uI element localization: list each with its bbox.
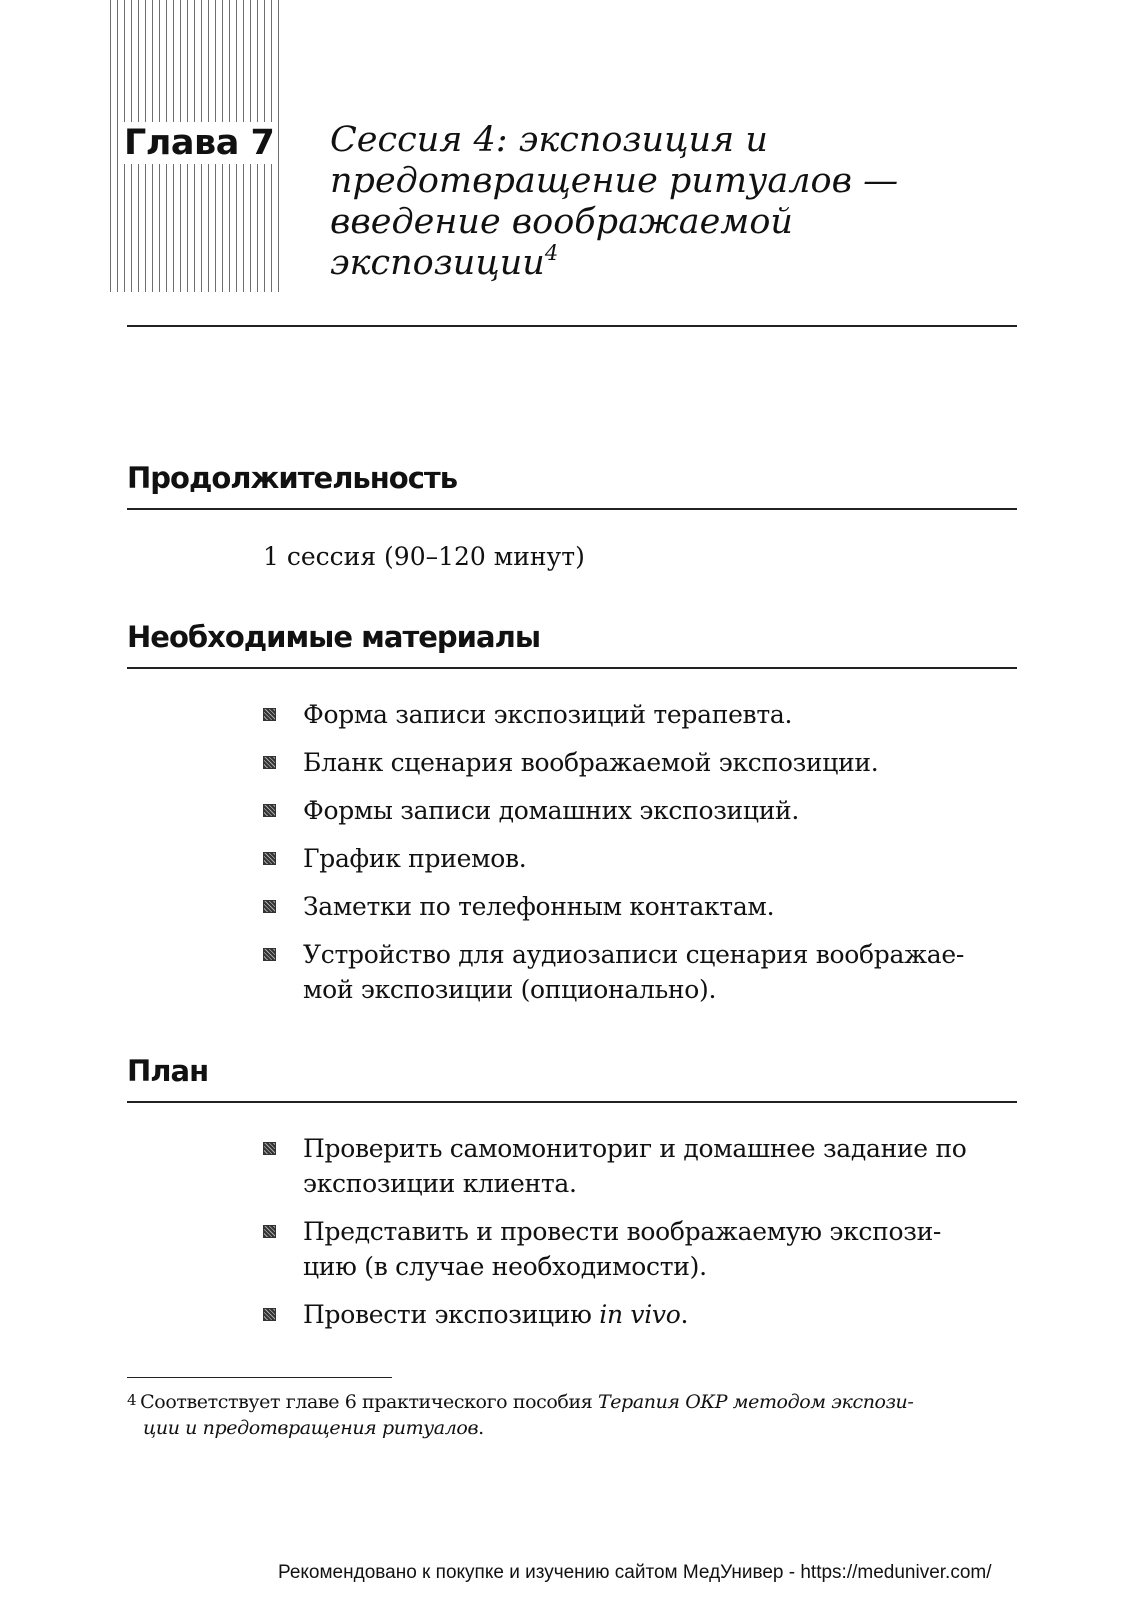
chapter-divider xyxy=(127,325,1017,327)
duration-text: 1 сессия (90–120 минут) xyxy=(263,542,585,571)
list-item xyxy=(263,1214,1020,1284)
chapter-title-line: введение воображаемой xyxy=(330,202,793,242)
list-item xyxy=(263,1297,1020,1332)
square-bullet-icon xyxy=(263,1142,276,1155)
materials-heading: Необходимые материалы xyxy=(127,620,541,654)
chapter-title-line: экспозиции xyxy=(330,243,545,283)
square-bullet-icon xyxy=(263,1225,276,1238)
list-item-text: График приемов. xyxy=(303,844,527,873)
list-item xyxy=(263,937,1020,1007)
plan-divider xyxy=(127,1101,1017,1103)
list-item-text-line: Представить и провести воображаемую экспози- xyxy=(303,1217,942,1246)
watermark-text: Рекомендовано к покупке и изучению сайтом МедУнивер - https://meduniver.com/ xyxy=(278,1562,992,1583)
list-item-text: Форма записи экспозиций терапевта. xyxy=(303,700,793,729)
chapter-title-line: предотвращение ритуалов — xyxy=(330,161,899,201)
list-item xyxy=(263,793,1020,828)
footnote-divider xyxy=(127,1377,392,1378)
chapter-title-line: Сессия 4: экспозиция и xyxy=(330,120,768,160)
materials-divider xyxy=(127,667,1017,669)
square-bullet-icon xyxy=(263,1308,276,1321)
square-bullet-icon xyxy=(263,756,276,769)
list-item xyxy=(263,697,1020,732)
list-item-text: Заметки по телефонным контактам. xyxy=(303,892,775,921)
list-item-text-line: мой экспозиции (опционально). xyxy=(303,975,717,1004)
footnote-text: Соответствует главе 6 практического пособия xyxy=(140,1391,598,1413)
chapter-title xyxy=(330,120,1030,284)
list-item xyxy=(263,841,1020,876)
list-item-text: Формы записи домашних экспозиций. xyxy=(303,796,800,825)
materials-list xyxy=(263,697,1020,1020)
chapter-title-line-last xyxy=(330,243,1030,284)
list-item-text: Бланк сценария воображаемой экспозиции. xyxy=(303,748,879,777)
list-item-text-italic: in vivo xyxy=(599,1300,681,1329)
duration-heading: Продолжительность xyxy=(127,461,458,495)
list-item-text-line: экспозиции клиента. xyxy=(303,1169,577,1198)
footnote xyxy=(127,1387,1017,1441)
list-item xyxy=(263,1131,1020,1201)
list-item-text: Провести экспозицию xyxy=(303,1300,600,1329)
list-item-text-line: цию (в случае необходимости). xyxy=(303,1252,707,1281)
footnote-book-title: ции и предотвращения ритуалов xyxy=(143,1417,479,1439)
list-item xyxy=(263,889,1020,924)
footnote-continuation xyxy=(127,1415,1017,1441)
footnote-text: . xyxy=(478,1417,484,1439)
square-bullet-icon xyxy=(263,852,276,865)
square-bullet-icon xyxy=(263,948,276,961)
chapter-title-footnote-ref: 4 xyxy=(544,241,559,265)
plan-heading: План xyxy=(127,1054,209,1088)
square-bullet-icon xyxy=(263,900,276,913)
duration-divider xyxy=(127,508,1017,510)
footnote-mark: 4 xyxy=(127,1391,137,1409)
footnote-book-title: Терапия ОКР методом экспози- xyxy=(597,1391,914,1413)
square-bullet-icon xyxy=(263,804,276,817)
square-bullet-icon xyxy=(263,708,276,721)
list-item-text-line: Устройство для аудиозаписи сценария воображае- xyxy=(303,940,965,969)
list-item xyxy=(263,745,1020,780)
list-item-text-line: Проверить самомониториг и домашнее задание по xyxy=(303,1134,967,1163)
list-item-text: . xyxy=(680,1300,689,1329)
chapter-label: Глава 7 xyxy=(122,122,278,164)
plan-list xyxy=(263,1131,1020,1345)
